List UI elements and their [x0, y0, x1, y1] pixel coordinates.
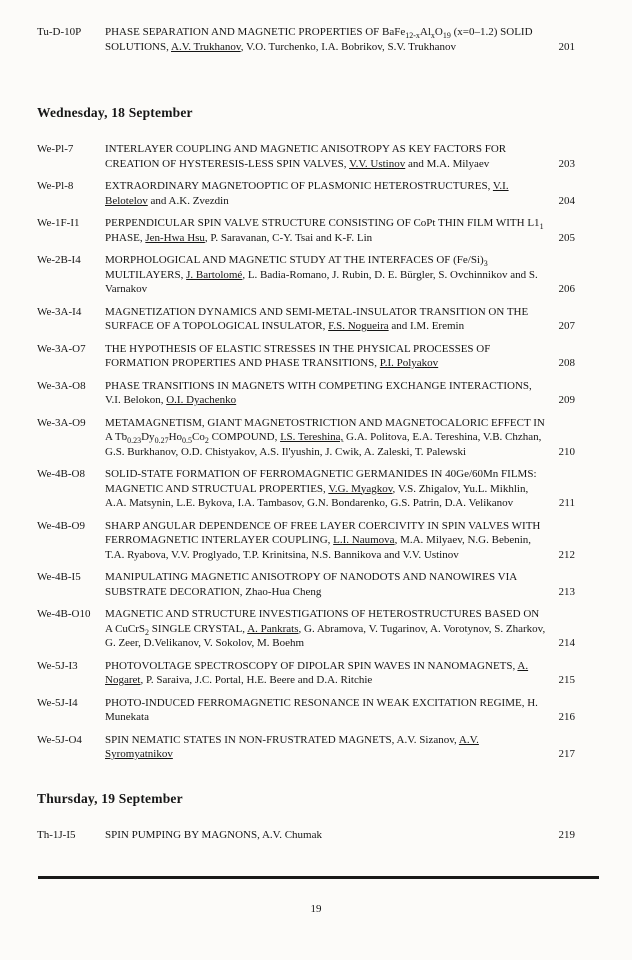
entry-code: We-5J-I3: [37, 659, 78, 672]
entry-code: We-4B-O10: [37, 608, 91, 620]
title-text: MANIPULATING MAGNETIC ANISOTROPY OF NANODOTS AND NANOWIRES VIA SUBSTRATE DECORATION, Zhao-Hua Cheng: [105, 571, 517, 598]
entry-code: Th-1J-I5: [37, 828, 76, 841]
entry-title: [105, 305, 547, 334]
entry-title: [105, 659, 547, 688]
entry-page: 201: [558, 40, 575, 53]
title-text: , P. Saraiva, J.C. Portal, H.E. Beere and D.A. Ritchie: [140, 674, 373, 686]
title-text: SOLID-STATE FORMATION OF FERROMAGNETIC GERMANIDES IN 40Ge/60Mn FILMS: MAGNETIC AND STRUCTUAL PROPERTIES,: [105, 468, 537, 495]
title-text: MAGNETIZATION DYNAMICS AND SEMI-METAL-INSULATOR TRANSITION ON THE SURFACE OF A TOPOLOGICAL INSULATOR,: [105, 305, 529, 332]
entry-code: We-5J-I4: [37, 696, 78, 709]
entry-page: 216: [558, 711, 575, 723]
underlined-author: F.S. Nogueira: [328, 320, 389, 332]
entry-code: We-3A-I4: [37, 305, 82, 318]
formula-subscript: x: [430, 31, 435, 41]
entry-page: 208: [558, 357, 575, 369]
toc-entry: [37, 696, 575, 725]
entry-page: 210: [558, 445, 575, 458]
entry-code: We-1F-I1: [37, 217, 80, 229]
toc-entry: [37, 416, 575, 460]
section-heading: Thursday, 19 September: [37, 790, 183, 806]
entry-title: [105, 342, 547, 371]
entry-page: 206: [558, 283, 575, 295]
title-text: G.A. Politova, E.A. Tereshina, V.B. Chzhan, G.S. Burkhanov, O.D. Chistyakov, A.S. Il'yushin, J. Cwik, A. Zaleski, T. Palewski: [105, 431, 542, 458]
entry-title: [105, 179, 547, 208]
title-text: MAGNETIC AND STRUCTURE INVESTIGATIONS OF HETEROSTRUCTURES BASED ON A CuCrS: [105, 608, 540, 635]
toc-entry: [37, 253, 575, 297]
underlined-author: P.I. Polyakov: [379, 357, 439, 369]
toc-entry: [37, 733, 575, 762]
entry-page: 205: [558, 231, 575, 244]
entry-code: Tu-D-10P: [37, 26, 82, 38]
title-text: PHASE SEPARATION AND MAGNETIC PROPERTIES OF BaFe: [105, 26, 406, 38]
section-heading: Wednesday, 18 September: [37, 105, 193, 120]
entry-title: [105, 519, 547, 563]
formula-subscript: 19: [442, 31, 451, 41]
title-text: PHASE TRANSITIONS IN MAGNETS WITH COMPETING EXCHANGE INTERACTIONS, V.I. Belokon,: [105, 379, 532, 406]
entry-code: We-3A-O8: [37, 379, 86, 392]
entry-title: [105, 607, 547, 651]
toc-entry: [37, 305, 575, 334]
title-text: EXTRAORDINARY MAGNETOOPTIC OF PLASMONIC HETEROSTRUCTURES,: [105, 180, 493, 192]
title-text: and I.M. Eremin: [388, 320, 465, 332]
entry-page: 207: [558, 320, 575, 332]
entry-page: 217: [558, 748, 575, 760]
entry-page: 204: [558, 194, 575, 207]
entry-page: 209: [558, 394, 575, 406]
title-text: MORPHOLOGICAL AND MAGNETIC STUDY AT THE INTERFACES OF (Fe/Si): [105, 254, 484, 266]
underlined-author: J. Bartolomé: [186, 268, 243, 281]
title-text: SPIN NEMATIC STATES IN NON-FRUSTRATED MAGNETS, A.V. Sizanov,: [105, 733, 459, 746]
formula-subscript: 12-x: [405, 31, 420, 41]
toc-entry: [37, 659, 575, 688]
title-text: , V.S. Zhigalov, Yu.L. Mikhlin, A.A. Matsynin, L.E. Bykova, I.A. Tambasov, G.N. Bondarenko, G.S. Patrin, D.A. Velikanov: [105, 482, 529, 509]
toc-entry: [37, 570, 575, 599]
title-text: , P. Saravanan, C-Y. Tsai and K-F. Lin: [204, 231, 373, 244]
underlined-author: Jen-Hwa Hsu: [145, 231, 205, 244]
toc-entry: [37, 519, 575, 563]
title-text: SPIN PUMPING BY MAGNONS, A.V. Chumak: [105, 828, 322, 841]
entry-title: [105, 25, 547, 54]
title-text: and A.K. Zvezdin: [147, 194, 229, 207]
underlined-author: A.V. Trukhanov: [171, 40, 241, 53]
entry-page: 203: [558, 157, 575, 170]
formula-subscript: 2: [204, 436, 209, 446]
entry-title: [105, 828, 547, 843]
entry-code: We-4B-O9: [37, 519, 85, 532]
title-text: PERPENDICULAR SPIN VALVE STRUCTURE CONSISTING OF CoPt THIN FILM WITH L1: [105, 217, 540, 229]
table-of-contents: [37, 25, 575, 850]
toc-section: [37, 25, 575, 54]
title-text: SHARP ANGULAR DEPENDENCE OF FREE LAYER COERCIVITY IN SPIN VALVES WITH FERROMAGNETIC INTERLAYER COUPLING,: [105, 519, 541, 546]
underlined-author: A. Pankrats: [247, 622, 299, 635]
title-text: THE HYPOTHESIS OF ELASTIC STRESSES IN THE PHYSICAL PROCESSES OF FORMATION PROPERTIES AND PHASE TRANSITIONS,: [105, 342, 491, 369]
formula-subscript: 1: [539, 222, 544, 232]
underlined-author: A.V. Syromyatnikov: [105, 733, 479, 760]
entry-title: [105, 416, 547, 460]
formula-subscript: 2: [145, 627, 150, 637]
entry-code: We-4B-I5: [37, 571, 81, 583]
title-text: PHOTOVOLTAGE SPECTROSCOPY OF DIPOLAR SPIN WAVES IN NANOMAGNETS,: [105, 659, 518, 672]
entry-page: 219: [558, 828, 575, 841]
formula-subscript: 0.27: [154, 436, 169, 446]
title-text: PHASE,: [105, 231, 146, 244]
title-text: Al: [419, 26, 431, 38]
entry-page: 212: [558, 548, 575, 561]
title-text: and M.A. Milyaev: [405, 157, 490, 170]
underlined-author: L.I. Naumova: [333, 534, 395, 546]
entry-title: [105, 142, 547, 171]
title-text: INTERLAYER COUPLING AND MAGNETIC ANISOTROPY AS KEY FACTORS FOR CREATION OF HYSTERESIS-LESS SPIN VALVES,: [105, 143, 507, 170]
entry-page: 213: [558, 585, 575, 598]
title-text: PHOTO-INDUCED FERROMAGNETIC RESONANCE IN WEAK EXCITATION REGIME, H. Munekata: [105, 696, 538, 723]
title-text: O: [434, 26, 443, 38]
entry-title: [105, 216, 547, 245]
title-text: (x=0–1.2) SOLID SOLUTIONS,: [105, 26, 533, 53]
underlined-author: A. Nogaret: [105, 659, 529, 686]
toc-entry: [37, 607, 575, 651]
underlined-author: O.I. Dyachenko: [166, 394, 237, 406]
entry-code: We-3A-O9: [37, 416, 86, 429]
toc-section: [37, 104, 575, 762]
toc-entry: [37, 25, 575, 54]
entry-code: We-2B-I4: [37, 254, 81, 266]
toc-section: [37, 790, 575, 843]
title-text: COMPOUND,: [208, 431, 281, 443]
entry-title: [105, 733, 547, 762]
formula-subscript: 0.23: [127, 436, 142, 446]
title-text: SINGLE CRYSTAL,: [149, 622, 248, 635]
title-text: , G. Abramova, V. Tugarinov, A. Vorotynov, S. Zharkov, G. Zeer, D.Velikanov, V. Sokolov, M. Boehm: [105, 622, 546, 649]
toc-entry: [37, 142, 575, 171]
title-text: , L. Badia-Romano, J. Rubin, D. E. Bürgler, S. Ovchinnikov and S. Varnakov: [105, 268, 538, 295]
entry-page: 214: [558, 637, 575, 649]
entry-code: We-Pl-8: [37, 180, 74, 192]
entry-page: 211: [558, 497, 575, 509]
underlined-author: I.S. Tereshina,: [280, 431, 344, 443]
formula-subscript: 0.5: [182, 436, 193, 446]
title-text: METAMAGNETISM, GIANT MAGNETOSTRICTION AND MAGNETOCALORIC EFFECT IN A Tb: [105, 416, 545, 443]
entry-code: We-Pl-7: [37, 143, 74, 155]
toc-entry: [37, 342, 575, 371]
entry-title: [105, 696, 547, 725]
toc-entry: [37, 467, 575, 511]
entry-page: 215: [558, 674, 575, 686]
toc-entry: [37, 379, 575, 408]
underlined-author: V.V. Ustinov: [349, 157, 406, 170]
entry-title: [105, 379, 547, 408]
underlined-author: V.G. Myagkov: [328, 482, 393, 495]
title-text: Co: [192, 431, 205, 443]
entry-title: [105, 467, 547, 511]
footer-rule: [38, 876, 599, 879]
entry-title: [105, 253, 547, 297]
entry-code: We-5J-O4: [37, 733, 82, 746]
entry-code: We-3A-O7: [37, 342, 86, 355]
toc-entry: [37, 179, 575, 208]
entry-code: We-4B-O8: [37, 468, 85, 480]
entry-title: [105, 570, 547, 599]
title-text: , M.A. Milyaev, N.G. Bebenin, T.A. Ryabova, V.V. Proglyado, T.P. Krinitsina, N.S. Bannikova and V.V. Ustinov: [105, 534, 532, 561]
toc-entry: [37, 828, 575, 843]
title-text: Ho: [168, 431, 183, 443]
underlined-author: V.I. Belotelov: [105, 180, 509, 207]
title-text: Dy: [141, 431, 155, 443]
title-text: , V.O. Turchenko, I.A. Bobrikov, S.V. Trukhanov: [240, 40, 457, 53]
title-text: MULTILAYERS,: [105, 268, 187, 281]
page-number: 19: [310, 903, 322, 915]
toc-entry: [37, 216, 575, 245]
formula-subscript: 3: [483, 259, 488, 269]
